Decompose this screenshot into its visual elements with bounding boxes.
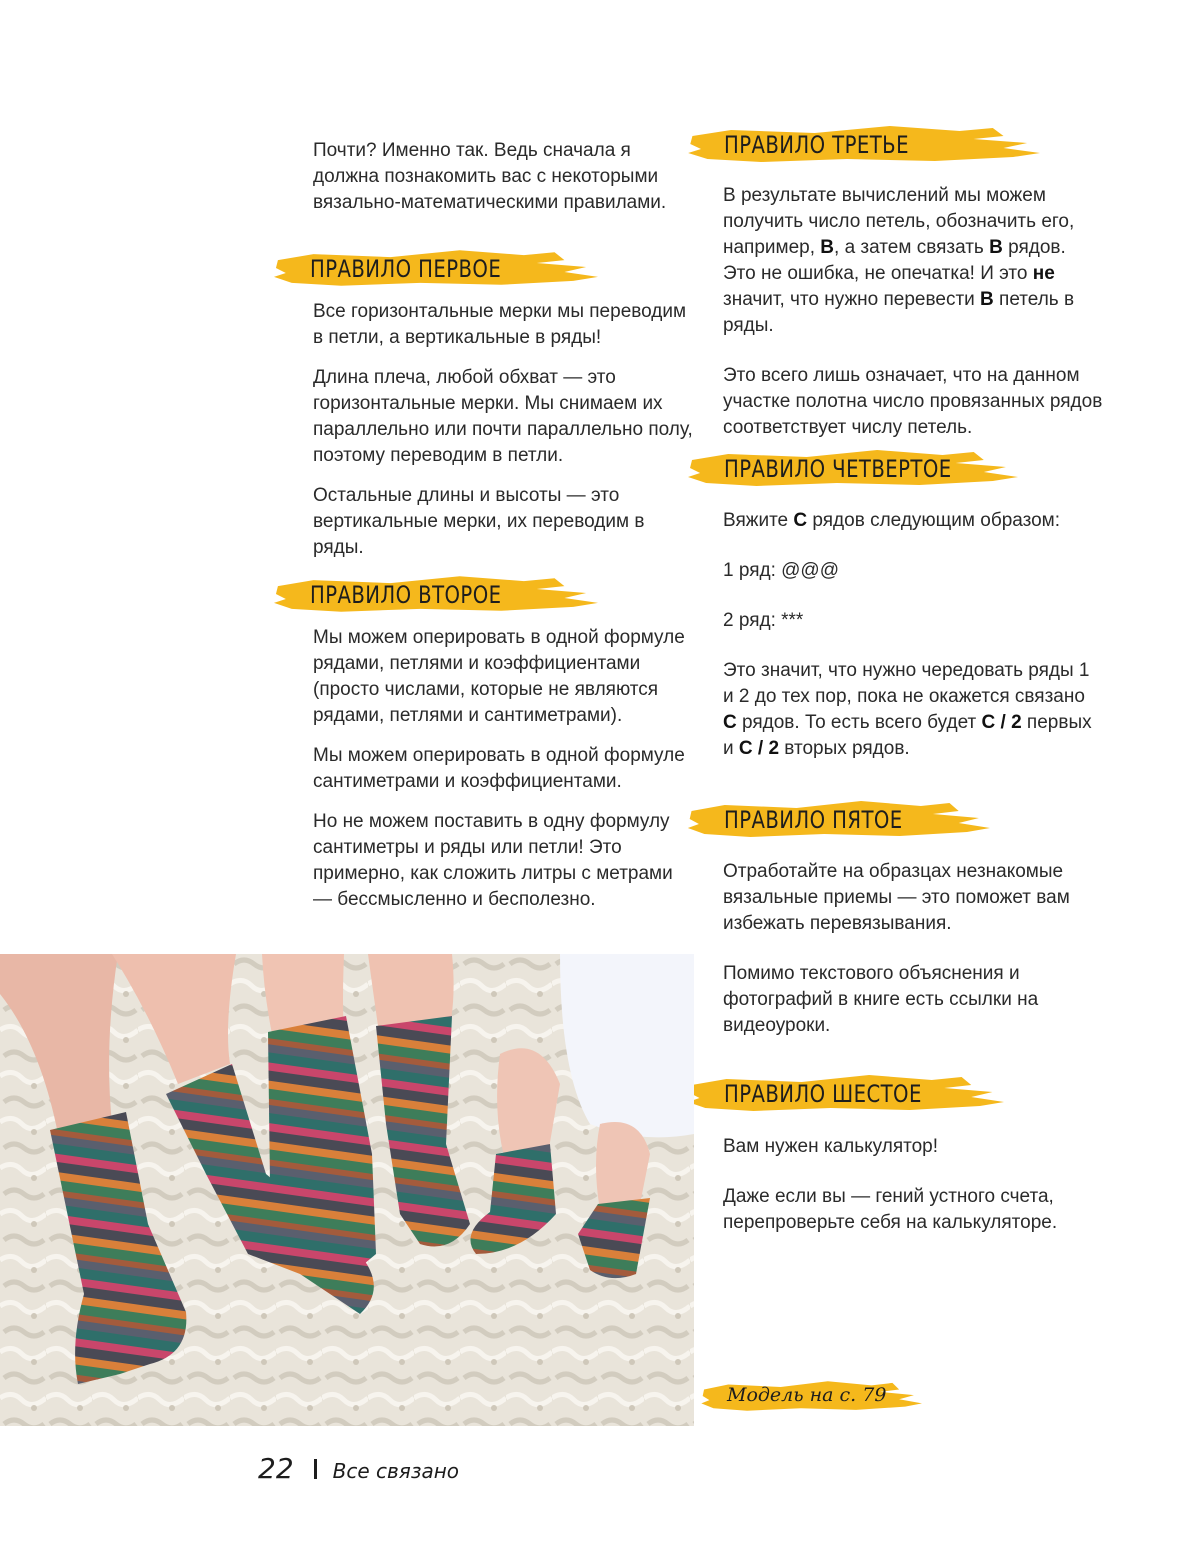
rule-5-body — [723, 859, 1103, 1053]
rule-6-title: ПРАВИЛО ШЕСТОЕ — [724, 1080, 922, 1108]
c-half: С / 2 — [981, 712, 1022, 733]
rule-1-header — [272, 246, 598, 290]
rule-1-p3: Остальные длины и высоты — это вертикальные мерки, их переводим в ряды. — [313, 485, 645, 558]
model-reference — [700, 1378, 922, 1414]
rule-3-title: ПРАВИЛО ТРЕТЬЕ — [724, 131, 909, 159]
rule-1-body — [313, 299, 693, 575]
emphasis-not: не — [1032, 263, 1055, 284]
rule-5-p1: Отработайте на образцах незнакомые вязальные приемы — это поможет вам избежать перевязывания. — [723, 861, 1070, 934]
intro-paragraph: Почти? Именно так. Ведь сначала я должна познакомить вас с некоторыми вязально-математическими правилами. — [313, 140, 667, 213]
rule-1-p2: Длина плеча, любой обхват — это горизонтальные мерки. Мы снимаем их параллельно или почти параллельно полу, поэтому переводим в петли. — [313, 367, 693, 466]
page-number: 22 — [258, 1452, 294, 1485]
rule-4-row1: 1 ряд: @@@ — [723, 560, 839, 581]
book-title: Все связано — [332, 1459, 460, 1483]
rule-3-p1: В результате вычислений мы можем получить число петель, обозначить его, например, В, а затем связать В рядов. Это не ошибка, не опечатка! И это не значит, что нужно перевести В петель в ряды. — [723, 185, 1075, 336]
rule-1-title: ПРАВИЛО ПЕРВОЕ — [310, 255, 502, 283]
rule-3-p2: Это всего лишь означает, что на данном участке полотна число провязанных рядов соответствует числу петель. — [723, 365, 1103, 438]
rule-1-p1: Все горизонтальные мерки мы переводим в петли, а вертикальные в ряды! — [313, 301, 687, 348]
rule-2-title: ПРАВИЛО ВТОРОЕ — [310, 581, 502, 609]
rule-2-p2: Мы можем оперировать в одной формуле сантиметрами и коэффициентами. — [313, 745, 685, 792]
socks-photo — [0, 954, 694, 1426]
var-b: В — [980, 289, 994, 310]
left-column — [313, 138, 688, 230]
rule-6-p1: Вам нужен калькулятор! — [723, 1136, 939, 1157]
var-c: С — [723, 712, 737, 733]
var-b: В — [820, 237, 835, 258]
rule-3-body — [723, 183, 1103, 455]
rule-5-title: ПРАВИЛО ПЯТОЕ — [724, 806, 903, 834]
var-c: С — [793, 510, 808, 531]
rule-6-body — [723, 1134, 1103, 1250]
page-footer — [258, 1452, 459, 1485]
rule-3-header — [686, 122, 1040, 166]
rule-2-header — [272, 572, 598, 616]
c-half: С / 2 — [738, 738, 780, 759]
rule-4-intro: Вяжите С рядов следующим образом: — [723, 510, 1061, 531]
rule-4-title: ПРАВИЛО ЧЕТВЕРТОЕ — [724, 455, 952, 483]
model-reference-text: Модель на с. 79 — [727, 1384, 887, 1406]
footer-divider — [314, 1459, 317, 1479]
rule-2-p1: Мы можем оперировать в одной формуле рядами, петлями и коэффициентами (просто числами, которые не являются рядами, петлями и сантиметрами). — [313, 627, 685, 726]
rule-5-header — [686, 797, 990, 841]
rule-4-body — [723, 508, 1103, 776]
rule-5-p2: Помимо текстового объяснения и фотографий в книге есть ссылки на видеоуроки. — [723, 963, 1039, 1036]
family-socks-illustration — [0, 954, 694, 1426]
rule-2-p3: Но не можем поставить в одну формулу сантиметры и ряды или петли! Это примерно, как сложить литры с метрами — бессмысленно и бесполезно. — [313, 811, 673, 910]
rule-2-body — [313, 625, 693, 927]
rule-4-row2: 2 ряд: *** — [723, 610, 804, 631]
rule-4-header — [686, 446, 1018, 490]
var-b: В — [989, 237, 1003, 258]
rule-6-header — [686, 1071, 1004, 1115]
rule-6-p2: Даже если вы — гений устного счета, перепроверьте себя на калькуляторе. — [723, 1186, 1058, 1233]
rule-4-p: Это значит, что нужно чередовать ряды 1 и 2 до тех пор, пока не окажется связано С рядов. То есть всего будет С / 2 первых и С / 2 вторых рядов. — [723, 660, 1092, 759]
